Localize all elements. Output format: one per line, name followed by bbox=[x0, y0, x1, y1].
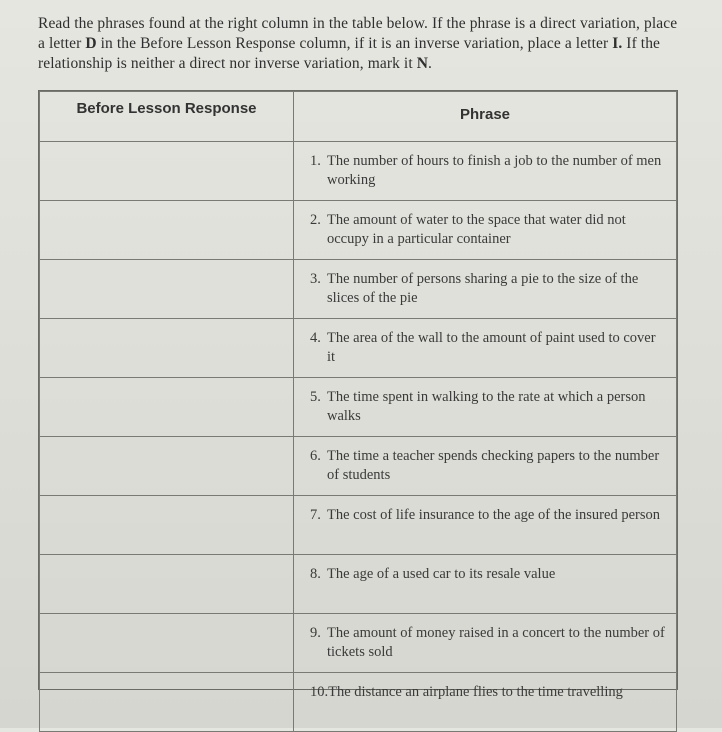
response-cell[interactable] bbox=[40, 614, 294, 673]
phrase-cell bbox=[294, 142, 677, 201]
phrase-item bbox=[310, 388, 666, 426]
phrase-text: The amount of water to the space that water did not occupy in a particular container bbox=[327, 212, 626, 247]
phrase-text: The area of the wall to the amount of paint used to cover it bbox=[327, 330, 656, 365]
table-row bbox=[40, 614, 677, 673]
phrase-cell bbox=[294, 437, 677, 496]
phrase-number: 4. bbox=[310, 330, 321, 346]
instructions-line-3 bbox=[38, 54, 688, 74]
phrase-text: The time a teacher spends checking papers to the number of students bbox=[327, 448, 660, 483]
phrase-item bbox=[310, 506, 666, 525]
header-before-lesson-response: Before Lesson Response bbox=[40, 92, 294, 142]
phrase-cell bbox=[294, 319, 677, 378]
response-cell[interactable] bbox=[40, 555, 294, 614]
response-cell[interactable] bbox=[40, 201, 294, 260]
phrase-text: The age of a used car to its resale value bbox=[327, 566, 556, 582]
phrase-item bbox=[310, 683, 666, 702]
phrase-cell bbox=[294, 673, 677, 732]
phrase-number: 6. bbox=[310, 448, 321, 464]
variation-table bbox=[38, 90, 678, 700]
phrase-text: The cost of life insurance to the age of the insured person bbox=[327, 507, 660, 523]
response-cell[interactable] bbox=[40, 319, 294, 378]
phrase-cell bbox=[294, 201, 677, 260]
table-row bbox=[40, 555, 677, 614]
instructions bbox=[38, 14, 688, 74]
phrase-item bbox=[310, 447, 666, 485]
table-row bbox=[40, 378, 677, 437]
phrase-item bbox=[310, 565, 666, 584]
table-row bbox=[40, 437, 677, 496]
table-row bbox=[40, 673, 677, 732]
response-cell[interactable] bbox=[40, 673, 294, 732]
header-phrase: Phrase bbox=[294, 92, 677, 142]
neither-variation-letter: N bbox=[416, 55, 429, 72]
phrase-text: The distance an airplane flies to the time travelling bbox=[328, 684, 623, 700]
phrase-item bbox=[310, 624, 666, 662]
phrase-cell bbox=[294, 555, 677, 614]
phrase-cell bbox=[294, 378, 677, 437]
phrase-number: 9. bbox=[310, 625, 321, 641]
phrase-text: The number of hours to finish a job to the number of men working bbox=[327, 153, 662, 188]
table-row bbox=[40, 142, 677, 201]
table-header-row bbox=[40, 92, 677, 142]
phrase-number: 8. bbox=[310, 566, 321, 582]
phrase-text: The amount of money raised in a concert to the number of tickets sold bbox=[327, 625, 665, 660]
table-row bbox=[40, 201, 677, 260]
table-body bbox=[40, 142, 677, 732]
instructions-line-1 bbox=[38, 14, 688, 34]
instructions-text: If the bbox=[622, 35, 661, 52]
instructions-text: Read the phrases found at the right column in the table below. If the phrase is a direct variation, place bbox=[38, 15, 678, 32]
response-cell[interactable] bbox=[40, 260, 294, 319]
response-cell[interactable] bbox=[40, 142, 294, 201]
instructions-text: . bbox=[428, 55, 432, 72]
inverse-variation-letter: I. bbox=[612, 35, 623, 52]
phrase-text: The time spent in walking to the rate at which a person walks bbox=[327, 389, 646, 424]
phrase-item bbox=[310, 329, 666, 367]
table-row bbox=[40, 260, 677, 319]
variation-table-grid bbox=[39, 91, 677, 732]
phrase-number: 7. bbox=[310, 507, 321, 523]
response-cell[interactable] bbox=[40, 437, 294, 496]
phrase-item bbox=[310, 152, 666, 190]
instructions-line-2 bbox=[38, 34, 688, 54]
table-row bbox=[40, 319, 677, 378]
instructions-text: a letter bbox=[38, 35, 86, 52]
phrase-cell bbox=[294, 614, 677, 673]
phrase-item bbox=[310, 270, 666, 308]
response-cell[interactable] bbox=[40, 378, 294, 437]
table-row bbox=[40, 496, 677, 555]
phrase-cell bbox=[294, 260, 677, 319]
instructions-text: relationship is neither a direct nor inverse variation, mark it bbox=[38, 55, 417, 72]
phrase-text: The number of persons sharing a pie to the size of the slices of the pie bbox=[327, 271, 639, 306]
phrase-number: 1. bbox=[310, 153, 321, 169]
direct-variation-letter: D bbox=[85, 35, 97, 52]
instructions-text: in the Before Lesson Response column, if it is an inverse variation, place a letter bbox=[96, 35, 613, 52]
phrase-number: 5. bbox=[310, 389, 321, 405]
phrase-number: 3. bbox=[310, 271, 321, 287]
phrase-cell bbox=[294, 496, 677, 555]
phrase-number: 10. bbox=[310, 684, 329, 700]
response-cell[interactable] bbox=[40, 496, 294, 555]
phrase-number: 2. bbox=[310, 212, 321, 228]
phrase-item bbox=[310, 211, 666, 249]
